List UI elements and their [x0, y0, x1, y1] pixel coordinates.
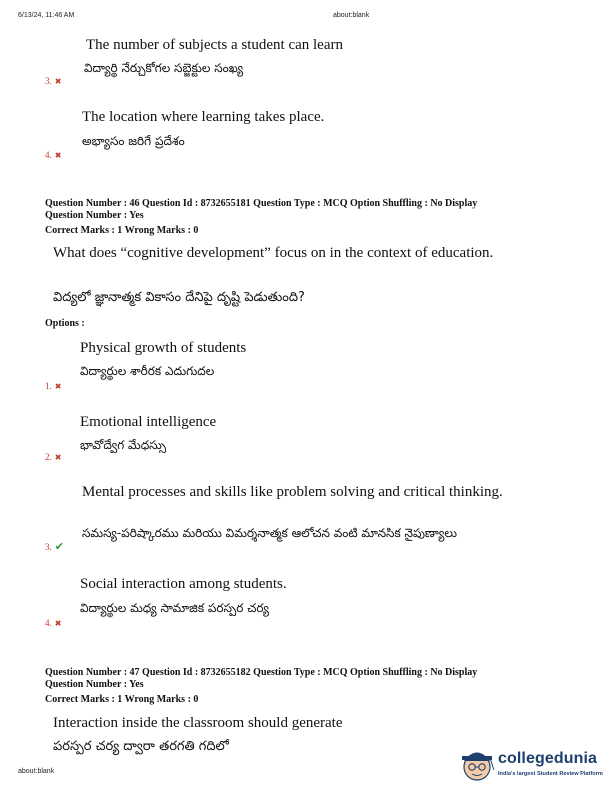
- mascot-face-icon: [458, 746, 496, 784]
- footer-url: about:blank: [18, 768, 55, 775]
- q46-option-3-text-te: సమస్య-పరిష్కారము మరియు విమర్శనాత్మక ఆలోచన వంటి మానసిక నైపుణ్యాలు: [82, 526, 458, 540]
- prev-option-4-marker: [45, 150, 61, 160]
- q46-option-3-marker: [45, 540, 64, 553]
- q46-options-label: Options :: [45, 318, 85, 329]
- prev-option-3-text-te: విద్యార్థి నేర్చుకోగల సబ్జెక్టుల సంఖ్య: [84, 61, 244, 75]
- q47-meta: Question Number : 47 Question Id : 8732655182 Question Type : MCQ Option Shuffling : No Display: [45, 667, 478, 678]
- q46-option-2-text-en: Emotional intelligence: [80, 414, 217, 430]
- option-number: 3.: [45, 541, 52, 552]
- prev-option-3-text-en: The number of subjects a student can learn: [86, 37, 343, 53]
- logo-tagline: India's largest Student Review Platform: [498, 771, 603, 777]
- prev-option-4-text-te: అభ్యాసం జరిగే ప్రదేశం: [82, 134, 185, 148]
- q46-question-en: What does “cognitive development” focus on in the context of education.: [53, 245, 494, 261]
- wrong-mark-icon: ✖: [54, 76, 62, 86]
- q47-marks: Correct Marks : 1 Wrong Marks : 0: [45, 694, 199, 705]
- option-number: 3.: [45, 76, 52, 86]
- q46-option-3-text-en: Mental processes and skills like problem solving and critical thinking.: [82, 484, 503, 500]
- q46-option-4-text-en: Social interaction among students.: [80, 576, 287, 592]
- option-number: 2.: [45, 452, 52, 462]
- collegedunia-logo: [458, 744, 608, 788]
- option-number: 1.: [45, 381, 52, 391]
- q47-question-en: Interaction inside the classroom should generate: [53, 715, 343, 731]
- logo-wordmark: collegedunia: [498, 750, 597, 767]
- wrong-mark-icon: ✖: [54, 381, 62, 391]
- option-number: 4.: [45, 150, 52, 160]
- wrong-mark-icon: ✖: [54, 618, 62, 628]
- q46-option-4-text-te: విద్యార్థుల మధ్య సామాజిక పరస్పర చర్య: [80, 601, 269, 615]
- wrong-mark-icon: ✖: [54, 452, 62, 462]
- prev-option-3-marker: [45, 76, 61, 86]
- q46-marks: Correct Marks : 1 Wrong Marks : 0: [45, 225, 199, 236]
- q47-meta-2: Question Number : Yes: [45, 679, 144, 690]
- print-datetime: 6/13/24, 11:46 AM: [18, 12, 75, 19]
- wrong-mark-icon: ✖: [54, 150, 62, 160]
- q46-option-1-text-en: Physical growth of students: [80, 340, 247, 356]
- q46-meta-2: Question Number : Yes: [45, 210, 144, 221]
- q46-option-2-marker: [45, 452, 61, 462]
- q46-question-te: విద్యలో జ్ఞానాత్మక వికాసం దేనిపై దృష్టి పెడుతుంది?: [53, 290, 305, 305]
- prev-option-4-text-en: The location where learning takes place.: [82, 109, 325, 125]
- correct-check-icon: ✔: [54, 540, 64, 553]
- q46-option-1-text-te: విద్యార్థుల శారీరక ఎదుగుదల: [80, 364, 215, 378]
- q46-meta: Question Number : 46 Question Id : 8732655181 Question Type : MCQ Option Shuffling : No Display: [45, 198, 478, 209]
- q46-option-2-text-te: భావోద్వేగ మేధస్సు: [80, 438, 167, 452]
- print-url: about:blank: [333, 12, 370, 19]
- option-number: 4.: [45, 618, 52, 628]
- q46-option-4-marker: [45, 618, 61, 628]
- q46-option-1-marker: [45, 381, 61, 391]
- q47-question-te: పరస్పర చర్య ద్వారా తరగతి గదిలో: [53, 739, 229, 754]
